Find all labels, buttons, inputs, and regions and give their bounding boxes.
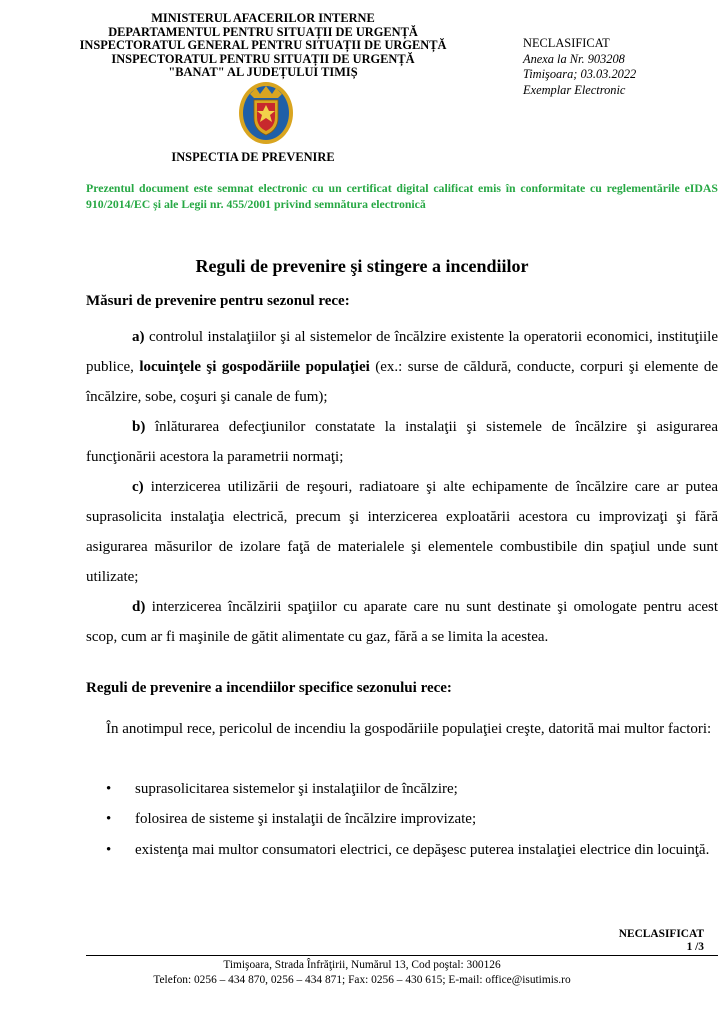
bullet-icon: • [106,781,112,797]
item-label: a) [132,329,145,345]
document-meta [523,36,636,98]
header-line-department: DEPARTAMENTUL PENTRU SITUAȚII DE URGENȚĂ [108,24,418,39]
coat-of-arms-icon [236,80,296,146]
page-number: 1 /3 [686,941,704,953]
intro-paragraph [86,714,718,744]
footer-classification-label: NECLASIFICAT [618,928,704,940]
item-text-bold: locuinţele şi gospodăriile populaţiei [139,359,370,375]
header-line-county: "BANAT" AL JUDEȚULUI TIMIȘ [168,65,358,80]
bullet-item [106,774,718,804]
item-text: înlăturarea defecţiunilor constatate la instalaţii şi sistemele de încălzire şi asigurarea funcţionării acestora la parametrii normaţi; [86,419,718,465]
classification-label: NECLASIFICAT [523,36,610,50]
measure-item-d [86,592,718,652]
department-name: INSPECTIA DE PREVENIRE [171,150,335,164]
measure-item-c [86,472,718,592]
item-text: interzicerea utilizării de reşouri, radiatoare şi alte echipamente de încălzire care ar putea suprasolicita instalaţia electrică, precum şi interzicerea exploatării acestora cu improvizaţi şi fără asigurarea măsurilor de izolare faţă de materialele şi elementele combustibile din spaţiul unde sunt utilizate; [86,479,719,585]
item-text: interzicerea încălzirii spaţiilor cu aparate care nu sunt destinate şi omologate pentru acest scop, cum ar fi maşinile de gătit alimentate cu gaz, fără a se limita la acestea. [86,599,719,645]
footer-divider [86,955,718,956]
bullet-icon: • [106,811,112,827]
copy-type: Exemplar Electronic [523,82,626,97]
bullet-item [106,835,718,865]
section-heading-prevention-measures: Măsuri de prevenire pentru sezonul rece: [86,293,350,309]
footer-contact: Telefon: 0256 – 434 870, 0256 – 434 871; Fax: 0256 – 430 615; E-mail: office@isutimis.ro [153,973,571,986]
bullet-text: suprasolicitarea sistemelor şi instalaţiilor de încălzire; [135,781,458,797]
place-date: Timişoara; 03.03.2022 [523,67,637,81]
footer-address-block [0,958,724,988]
institution-header [20,12,506,80]
intro-text: În anotimpul rece, pericolul de incendiu la gospodăriile populaţiei creşte, datorită mai multor factori: [106,721,712,737]
bullet-item [106,804,718,834]
bullet-icon: • [106,842,112,858]
electronic-signature-notice: Prezentul document este semnat electronic cu un certificat digital calificat emis în conformitate cu reglementările eIDAS 910/2014/EC și ale Legii nr. 455/2001 privind semnătura electronică [86,181,718,211]
header-line-ministry: MINISTERUL AFACERILOR INTERNE [151,11,375,25]
item-label: b) [132,419,146,435]
footer-classification [619,928,704,954]
measure-item-b [86,412,718,472]
measure-item-a [86,322,718,412]
item-label: c) [132,479,144,495]
header-line-igsu: INSPECTORATUL GENERAL PENTRU SITUAȚII DE URGENȚĂ [79,38,447,53]
section-heading-cold-season-rules: Reguli de prevenire a incendiilor specifice sezonului rece: [86,680,452,696]
header-line-isu: INSPECTORATUL PENTRU SITUAȚII DE URGENȚĂ [111,51,415,66]
bullet-text: existenţa mai multor consumatori electrici, ce depăşesc puterea instalaţiei electrice din locuinţă. [135,842,710,858]
item-label: d) [132,599,146,615]
footer-address: Timişoara, Strada Înfrăţirii, Numărul 13, Cod poştal: 300126 [223,959,501,971]
bullet-text: folosirea de sisteme şi instalaţii de încălzire improvizate; [135,811,477,827]
item-text-end: (ex.: surse de căldură, conducte, corpuri şi elemente de încălzire, sobe, coşuri şi canale de fum); [86,359,718,405]
annex-number: Anexa la Nr. 903208 [523,51,625,66]
document-title: Reguli de prevenire şi stingere a incendiilor [195,256,529,276]
item-text: controlul instalaţiilor şi al sistemelor de încălzire existente la operatorii economici, instituţiile publice, [86,329,718,375]
